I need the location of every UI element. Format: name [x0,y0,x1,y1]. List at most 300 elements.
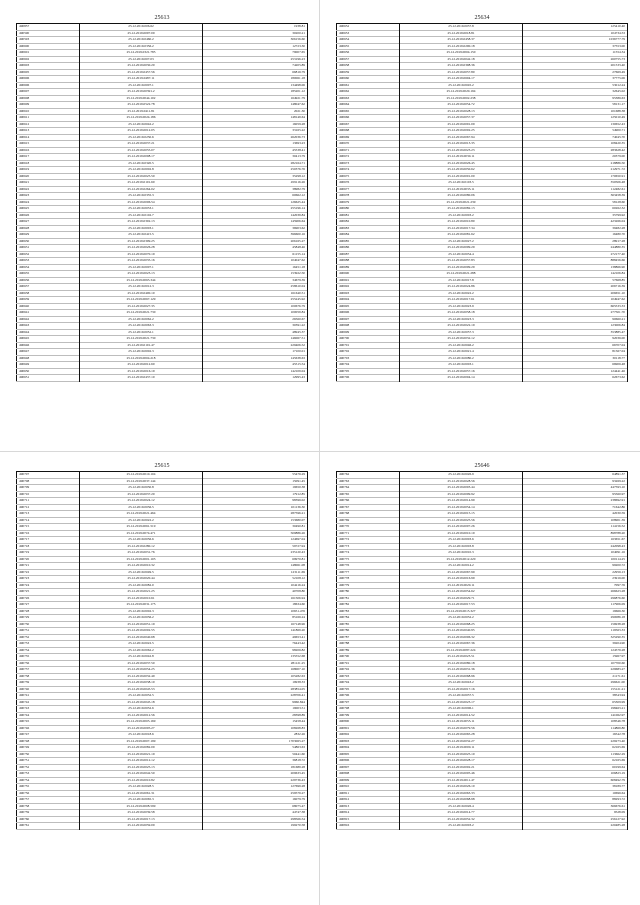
row-amount-cell: 170650.91 [523,173,628,180]
row-id-cell: 490785 [337,621,400,628]
row-id-cell: 490601 [17,50,80,57]
row-id-cell: 490780 [337,589,400,596]
row-id-cell: 490783 [337,608,400,615]
row-reference-cell: 25.12.2019.0015.15 [400,511,523,518]
row-reference-cell: 25.12.2019.0042.2 [80,121,203,128]
row-reference-cell: 25.12.2019.0032.12 [400,336,523,343]
row-id-cell: 490813 [337,803,400,810]
row-reference-cell: 25.12.2019.0037.8 [400,24,523,31]
row-reference-cell: 25.12.2019.0000.11 [400,745,523,752]
row-reference-cell: 25.12.2019.0008.17 [80,154,203,161]
row-reference-cell: 25.12.2019.0010.104 [80,472,203,479]
row-id-cell: 490658 [337,63,400,70]
row-amount-cell: 30413.79 [203,154,308,161]
row-amount-cell: 19938.33 [203,680,308,687]
row-amount-cell: 146067.51 [203,336,308,343]
row-id-cell: 490798 [337,706,400,713]
row-amount-cell: 10651.476 [203,608,308,615]
row-amount-cell: 15967.97 [523,654,628,661]
row-id-cell: 490645 [17,336,80,343]
row-id-cell: 490767 [337,504,400,511]
row-id-cell: 490615 [17,141,80,148]
row-id-cell: 490751 [17,758,80,765]
row-id-cell: 490632 [17,251,80,258]
row-id-cell: 490616 [17,147,80,154]
row-amount-cell: 250376.76 [203,167,308,174]
row-amount-cell: 108901.39 [523,517,628,524]
row-reference-cell: 25.12.2019.0102.7 [80,212,203,219]
row-reference-cell: 25.12.2019.0021.19 [80,751,203,758]
row-reference-cell: 25.12.2019.0017.16 [400,686,523,693]
row-reference-cell: 25.12.2019.0010.61 [80,595,203,602]
row-reference-cell: 25.12.2019.0604.17 [400,76,523,83]
row-amount-cell: 114869.80 [523,725,628,732]
row-id-cell: 490709 [17,485,80,492]
table-row [17,375,308,382]
row-reference-cell: 25.12.2019.0007.1 [80,264,203,271]
row-reference-cell: 25.12.2019.0014.2 [400,563,523,570]
row-reference-cell: 25.12.2019.0012.3 [80,284,203,291]
row-id-cell: 490720 [17,556,80,563]
row-reference-cell: 25.12.2019.0009.29 [400,264,523,271]
row-reference-cell: 25.12.2019.0002.238 [400,95,523,102]
row-reference-cell: 25.12.2019.0002.3 [80,608,203,615]
row-reference-cell: 25.12.2019.0026.10 [400,784,523,791]
row-reference-cell: 25.12.2019.0398.36 [400,63,523,70]
row-reference-cell: 25.12.2019.0023.17 [400,699,523,706]
row-amount-cell: 57668.85 [523,277,628,284]
row-id-cell: 490765 [337,491,400,498]
row-id-cell: 490728 [17,608,80,615]
row-amount-cell: 125410.40 [523,24,628,31]
row-reference-cell: 25.12.2019.0028.5 [80,784,203,791]
row-amount-cell: 30391.22 [203,323,308,330]
row-id-cell: 490806 [337,758,400,765]
row-id-cell: 490746 [17,725,80,732]
row-amount-cell: 104947.62 [523,297,628,304]
row-id-cell: 490724 [17,582,80,589]
row-reference-cell: 25.12.2019.0004.150 [400,50,523,57]
row-amount-cell: 99200.72 [523,563,628,570]
row-amount-cell: 38982.79 [203,186,308,193]
row-reference-cell: 25.12.2019.0054.62 [400,589,523,596]
row-id-cell: 490790 [337,654,400,661]
row-id-cell: 490684 [337,232,400,239]
row-amount-cell: 113662.29 [523,751,628,758]
row-id-cell: 490742 [17,699,80,706]
row-id-cell: 490642 [17,316,80,323]
row-id-cell: 490608 [17,95,80,102]
row-reference-cell: 25.12.2019.0020.44 [80,576,203,583]
row-id-cell: 490736 [17,660,80,667]
row-amount-cell: 290086.18 [523,615,628,622]
row-id-cell: 490609 [17,102,80,109]
row-amount-cell: 39482.28 [523,225,628,232]
row-reference-cell: 25.12.2019.0437.10 [80,375,203,382]
row-reference-cell: 25.12.2019.0026.4 [400,803,523,810]
row-reference-cell: 25.12.2019.0025.56 [400,517,523,524]
row-amount-cell: 98206.82 [203,647,308,654]
table-row [17,823,308,830]
ledger-table [16,471,308,830]
row-reference-cell: 25.12.2019.0005.27 [80,725,203,732]
row-reference-cell: 25.12.2019.0021.464 [80,511,203,518]
row-reference-cell: 25.12.2019.0321.785 [80,50,203,57]
row-reference-cell: 25.12.2019.0054.72 [400,102,523,109]
panel-title: 25634 [474,15,490,21]
row-id-cell: 490675 [337,173,400,180]
row-amount-cell: 180061.18 [203,76,308,83]
row-id-cell: 490807 [337,764,400,771]
panel-title: 25615 [154,463,170,469]
row-reference-cell: 25.12.2019.0032.27 [400,738,523,745]
row-reference-cell: 25.12.2019.0054.14 [400,504,523,511]
row-reference-cell: 25.12.2019.0052.32 [400,816,523,823]
row-reference-cell: 25.12.2019.0415.5 [80,232,203,239]
row-amount-cell: 298566.54 [203,816,308,823]
row-amount-cell: 101136.30 [203,504,308,511]
row-amount-cell: 238692.91 [523,498,628,505]
row-reference-cell: 25.12.2019.0032.6 [80,706,203,713]
row-reference-cell: 25.12.2019.0023.9 [400,303,523,310]
row-reference-cell: 25.12.2019.0024.186 [80,115,203,122]
row-amount-cell: 104047.62 [203,258,308,265]
row-amount-cell: 296621.00 [523,680,628,687]
row-id-cell: 490857 [17,24,80,31]
row-amount-cell: 49653.41 [203,634,308,641]
row-amount-cell: 112482.61 [523,186,628,193]
row-amount-cell: 2021.30 [203,108,308,115]
row-amount-cell: 142109.04 [203,368,308,375]
row-id-cell: 490659 [337,69,400,76]
row-amount-cell: 107700.60 [523,660,628,667]
row-amount-cell: 608492.79 [523,777,628,784]
row-id-cell: 490759 [17,810,80,817]
row-id-cell: 490699 [337,329,400,336]
row-id-cell: 490777 [337,569,400,576]
row-reference-cell: 25.12.2019.0009.29 [400,245,523,252]
row-reference-cell: 25.12.2019.00391.2 [80,89,203,96]
row-reference-cell: 25.12.2019.0017.61 [400,297,523,304]
row-id-cell: 490750 [17,751,80,758]
row-id-cell: 490808 [337,771,400,778]
row-reference-cell: 25.12.2019.0002.25 [400,128,523,135]
row-amount-cell: 104216.24 [203,582,308,589]
row-amount-cell: 95386.63 [523,95,628,102]
row-id-cell: 490651 [17,375,80,382]
row-amount-cell: 54863.63 [203,745,308,752]
row-id-cell: 490761 [17,823,80,830]
row-id-cell: 490754 [17,777,80,784]
row-reference-cell: 25.12.2019.0023.13 [80,271,203,278]
row-reference-cell: 25.12.2019.0032.2 [400,615,523,622]
row-id-cell: 490634 [17,264,80,271]
row-reference-cell: 25.12.2019.0058.18 [400,310,523,317]
row-id-cell: 490646 [17,342,80,349]
row-reference-cell: 25.12.2019.0025.50 [80,173,203,180]
row-amount-cell: 38543.94 [523,693,628,700]
row-reference-cell: 25.12.2019.0002.55 [80,628,203,635]
row-reference-cell: 25.12.2019.0049.5 [80,569,203,576]
row-id-cell: 490630 [17,238,80,245]
row-id-cell: 490711 [17,498,80,505]
row-reference-cell: 25.12.2019.0003.2 [400,212,523,219]
row-reference-cell: 25.12.2019.0002.8 [80,167,203,174]
row-id-cell: 490815 [337,816,400,823]
row-id-cell: 490735 [17,654,80,661]
row-reference-cell: 25.12.2019.0021.730 [80,310,203,317]
row-reference-cell: 25.12.2019.0320.5 [80,160,203,167]
row-id-cell: 490811 [337,790,400,797]
row-id-cell: 490593 [17,37,80,44]
row-reference-cell: 25.12.2019.0045.18 [80,699,203,706]
row-amount-cell: 141869.20 [203,628,308,635]
row-id-cell: 490812 [337,797,400,804]
row-id-cell: 490810 [337,784,400,791]
row-amount-cell: 206716.39 [523,284,628,291]
row-reference-cell: 25.12.2019.0044.102 [80,95,203,102]
row-amount-cell: 44747.38 [203,810,308,817]
row-id-cell: 490784 [337,615,400,622]
row-reference-cell: 25.12.2019.0411.81 [80,108,203,115]
row-reference-cell: 25.12.2019.0003.1 [400,362,523,369]
row-reference-cell: 25.12.2019.0067.129 [80,297,203,304]
row-id-cell: 490696 [337,310,400,317]
row-amount-cell: 40708.80 [203,589,308,596]
row-reference-cell: 25.12.2019.0034.4 [400,251,523,258]
row-reference-cell: 25.12.2019.0101.60 [80,180,203,187]
row-id-cell: 490779 [337,582,400,589]
row-id-cell: 490809 [337,777,400,784]
row-id-cell: 490638 [17,290,80,297]
row-reference-cell: 25.12.2019.0054.25 [80,667,203,674]
row-reference-cell: 25.12.2019.0028.17 [400,758,523,765]
row-reference-cell: 25.12.2019.0022.2 [80,517,203,524]
row-id-cell: 490647 [17,349,80,356]
row-amount-cell: 325290.35 [523,634,628,641]
row-reference-cell: 25.12.2019.0063.33 [400,790,523,797]
row-id-cell: 490744 [17,712,80,719]
row-reference-cell: 25.12.2019.0004.218 [80,355,203,362]
row-amount-cell: 15091.45 [203,478,308,485]
row-amount-cell: 35799.92 [523,212,628,219]
row-id-cell: 490752 [17,764,80,771]
row-id-cell: 490606 [17,76,80,83]
row-reference-cell: 25.12.2019.0037.21 [80,141,203,148]
row-amount-cell: 134498.06 [203,82,308,89]
row-amount-cell: 142106.84 [523,271,628,278]
row-reference-cell: 25.12.2019.0006.1 [400,706,523,713]
row-id-cell: 490775 [337,556,400,563]
row-id-cell: 490623 [17,193,80,200]
row-id-cell: 490774 [337,550,400,557]
row-amount-cell: 101688.38 [523,108,628,115]
row-amount-cell: 81567.04 [523,349,628,356]
row-id-cell: 490705 [337,368,400,375]
row-id-cell: 490738 [17,673,80,680]
row-reference-cell: 25.12.2019.0010.32 [80,563,203,570]
row-amount-cell: 69970.81 [203,556,308,563]
row-id-cell: 490749 [17,745,80,752]
row-id-cell: 490715 [17,524,80,531]
row-reference-cell: 25.12.2019.0022.2 [400,290,523,297]
row-reference-cell: 25.12.2019.0264.02 [80,186,203,193]
row-id-cell: 490653 [337,30,400,37]
row-amount-cell: 898788.20 [523,530,628,537]
row-reference-cell: 25.12.2019.0055.07 [80,147,203,154]
row-amount-cell: 45848.46 [203,245,308,252]
row-amount-cell: 16059.28 [203,121,308,128]
row-id-cell: 490776 [337,563,400,570]
row-amount-cell: 125010.49 [523,115,628,122]
row-amount-cell: 366676.61 [523,803,628,810]
panel-title: 25613 [154,15,170,21]
row-id-cell: 490629 [17,232,80,239]
row-amount-cell: 42030.59 [523,511,628,518]
row-reference-cell: 25.12.2019.0012.56 [80,712,203,719]
row-amount-cell: 74205.89 [203,63,308,70]
row-amount-cell: 60199.64 [523,764,628,771]
row-reference-cell: 25.12.2019.0230.6 [80,134,203,141]
row-reference-cell: 25.12.2019.0065.3 [80,797,203,804]
row-amount-cell: 287596.21 [203,511,308,518]
row-id-cell: 490590 [17,30,80,37]
row-reference-cell: 25.12.2019.0013.35 [400,141,523,148]
row-amount-cell: 181689.28 [203,764,308,771]
row-reference-cell: 25.12.2019.0051.19 [80,621,203,628]
row-id-cell: 490648 [17,355,80,362]
row-id-cell: 490794 [337,680,400,687]
row-amount-cell: 36903.62 [203,225,308,232]
row-reference-cell: 25.12.2019.0055.11 [400,719,523,726]
row-amount-cell: 148047.62 [203,102,308,109]
row-amount-cell: 1036777.79 [523,37,628,44]
row-reference-cell: 25.12.2019.0021.730 [80,336,203,343]
row-amount-cell: 38189.77 [523,784,628,791]
row-reference-cell: 25.12.2019.0004.14 [400,375,523,382]
row-reference-cell: 25.12.2019.0011.47 [400,777,523,784]
row-id-cell: 490716 [17,530,80,537]
row-id-cell: 490664 [337,102,400,109]
row-amount-cell: 114156.52 [523,524,628,531]
row-amount-cell: 138866.90 [523,264,628,271]
row-id-cell: 490745 [17,719,80,726]
row-reference-cell: 25.12.2019.0012.60 [80,362,203,369]
row-id-cell: 490612 [17,121,80,128]
row-id-cell: 490685 [337,238,400,245]
row-reference-cell: 25.12.2019.0002.3 [80,349,203,356]
row-amount-cell: 9960.844 [203,699,308,706]
row-reference-cell: 25.12.2019.0037.5 [400,693,523,700]
row-amount-cell: 260755.73 [523,56,628,63]
row-amount-cell: 53012.24 [523,82,628,89]
row-reference-cell: 25.12.2019.0012.12 [80,758,203,765]
row-amount-cell: 7097.76 [523,582,628,589]
row-reference-cell: 25.12.2019.0087.224 [400,647,523,654]
row-reference-cell: 25.12.2019.0280.12 [80,543,203,550]
row-amount-cell: 60262.32 [523,206,628,213]
row-amount-cell: 76443.42 [203,641,308,648]
row-id-cell: 490743 [17,706,80,713]
row-id-cell: 490643 [17,323,80,330]
row-amount-cell: 206651.10 [523,290,628,297]
row-id-cell: 490624 [17,199,80,206]
row-reference-cell: 25.12.2019.0057.16 [400,368,523,375]
row-id-cell: 490730 [17,621,80,628]
row-reference-cell: 25.12.2019.0036.5 [80,504,203,511]
row-amount-cell: 19003.51 [203,706,308,713]
row-id-cell: 490600 [17,43,80,50]
row-amount-cell: 61155.14 [203,251,308,258]
row-reference-cell: 25.12.2019.0057.3 [400,329,523,336]
row-reference-cell: 25.12.2019.0027.35 [80,303,203,310]
row-amount-cell: 145638.63 [203,355,308,362]
row-id-cell: 490689 [337,264,400,271]
row-reference-cell: 25.12.2019.0031.36 [400,667,523,674]
row-id-cell: 490672 [337,154,400,161]
row-reference-cell: 25.12.2019.0008.599 [80,803,203,810]
row-reference-cell: 25.12.2019.0061.519 [80,524,203,531]
row-id-cell: 490734 [17,647,80,654]
row-amount-cell: 50441.60 [203,751,308,758]
row-id-cell: 490674 [337,167,400,174]
row-id-cell: 490782 [337,602,400,609]
row-reference-cell: 25.12.2019.0080.2 [400,355,523,362]
row-id-cell: 490760 [17,816,80,823]
row-reference-cell: 25.12.2019.0079.56 [400,725,523,732]
row-amount-cell: 296876.60 [523,595,628,602]
row-amount-cell: 228706.41 [203,693,308,700]
row-reference-cell: 25.12.2019.0010.3 [400,550,523,557]
row-id-cell: 490688 [337,258,400,265]
row-id-cell: 490719 [17,550,80,557]
row-id-cell: 490804 [337,745,400,752]
row-id-cell: 490603 [17,63,80,70]
row-amount-cell: 155121.21 [523,686,628,693]
row-reference-cell: 25.12.2019.0022.19 [400,323,523,330]
row-id-cell: 490697 [337,316,400,323]
row-reference-cell: 25.12.2019.0458.37 [400,37,523,44]
row-amount-cell: 59727.94 [203,543,308,550]
row-id-cell: 490662 [337,89,400,96]
row-id-cell: 490708 [17,478,80,485]
row-id-cell: 490607 [17,89,80,96]
row-reference-cell: 25.12.2019.0001.00 [400,173,523,180]
row-reference-cell: 25.12.2019.0042.50 [80,771,203,778]
row-amount-cell: 124579.28 [523,647,628,654]
row-id-cell: 490756 [17,790,80,797]
row-id-cell: 490737 [17,667,80,674]
row-amount-cell: 256127.92 [523,816,628,823]
row-reference-cell: 25.12.2019.0003.169 [80,719,203,726]
row-reference-cell: 25.12.2019.0003.6 [400,537,523,544]
row-id-cell: 490657 [337,56,400,63]
row-id-cell: 490797 [337,699,400,706]
row-amount-cell: 16079.79 [203,797,308,804]
row-reference-cell: 25.12.2019.0040.95 [400,628,523,635]
row-id-cell: 490606 [17,82,80,89]
row-reference-cell: 25.12.2019.0029.71 [400,595,523,602]
row-id-cell: 490644 [17,329,80,336]
row-amount-cell: 255245.92 [203,297,308,304]
row-reference-cell: 25.12.2019.0043.2 [400,680,523,687]
row-reference-cell: 25.12.2019.0037.144 [80,478,203,485]
row-reference-cell: 25.12.2019.0081.62 [400,232,523,239]
row-amount-cell: 23916.00 [523,576,628,583]
row-reference-cell: 25.12.2019.0032.49 [80,673,203,680]
row-reference-cell: 25.12.2019.0039.58 [80,810,203,817]
row-amount-cell: 19666.30 [523,608,628,615]
